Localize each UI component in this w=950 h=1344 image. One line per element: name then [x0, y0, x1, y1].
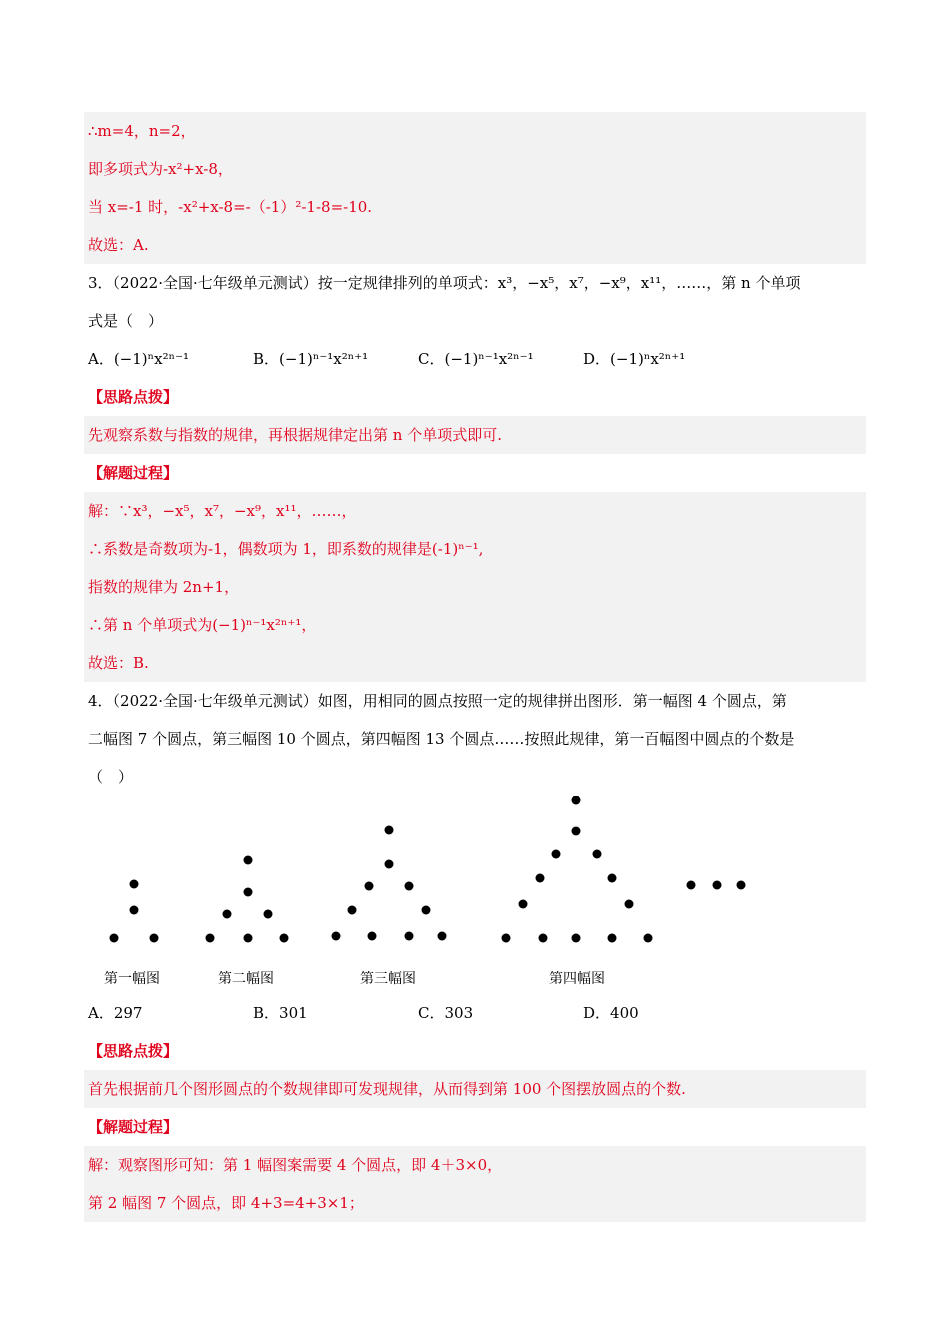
question-text: （ ） [88, 768, 134, 786]
dot [244, 888, 253, 897]
dot-pattern-figure [84, 796, 866, 1026]
figure-label-2: 第二幅图 [218, 971, 274, 987]
document-page [84, 112, 866, 1222]
dot [385, 826, 394, 835]
solution-box-q2 [84, 112, 866, 264]
dot [536, 874, 545, 883]
option-a: A．297 [88, 1004, 143, 1022]
solution-line: 当 x=-1 时，-x²+x-8=-（-1）²-1-8=-10. [88, 198, 373, 216]
dot [365, 882, 374, 891]
dot [280, 934, 289, 943]
dot [348, 906, 357, 915]
solution-line: ∴第 n 个单项式为(−1)ⁿ⁻¹x²ⁿ⁺¹， [88, 616, 317, 634]
dot [368, 932, 377, 941]
solution-heading: 【解题过程】 [88, 1118, 179, 1136]
figure-label-3: 第三幅图 [360, 971, 416, 987]
dot [539, 934, 548, 943]
dot [502, 934, 511, 943]
solution-line: ∴m=4，n=2， [88, 122, 196, 140]
dot [405, 932, 414, 941]
solution-box [84, 492, 866, 682]
solution-line: 即多项式为-x²+x-8， [88, 160, 233, 178]
dot [264, 910, 273, 919]
dot-pattern-svg [84, 796, 866, 996]
option-a: A．(−1)ⁿx²ⁿ⁻¹ [88, 350, 190, 368]
option-d: D．(−1)ⁿx²ⁿ⁺¹ [583, 350, 686, 368]
question-4 [84, 682, 866, 1222]
dot [608, 934, 617, 943]
ellipsis-dot [687, 881, 696, 890]
solution-line: 第 2 幅图 7 个圆点，即 4+3=4+3×1； [88, 1194, 364, 1212]
question-3 [84, 264, 866, 682]
dot [519, 900, 528, 909]
question-text: 式是（ ） [88, 312, 164, 330]
dot [552, 850, 561, 859]
dot [244, 856, 253, 865]
dot [332, 932, 341, 941]
question-text: 3．（2022·全国·七年级单元测试）按一定规律排列的单项式：x³，−x⁵，x⁷，−x⁹，x¹¹，……，第 n 个单项 [88, 274, 801, 292]
option-d: D．400 [583, 1004, 639, 1022]
dot [572, 796, 581, 805]
solution-box [84, 1146, 866, 1222]
dot [422, 906, 431, 915]
dot [572, 827, 581, 836]
dot [608, 874, 617, 883]
dot [385, 860, 394, 869]
hint-text: 先观察系数与指数的规律，再根据规律定出第 n 个单项式即可. [88, 426, 502, 444]
solution-line: 故选：A. [88, 236, 149, 254]
dot [405, 882, 414, 891]
option-b: B．301 [253, 1004, 308, 1022]
dot [110, 934, 119, 943]
dot [150, 934, 159, 943]
ellipsis-dot [737, 881, 746, 890]
solution-line: ∴系数是奇数项为-1，偶数项为 1，即系数的规律是(-1)ⁿ⁻¹, [88, 540, 484, 558]
figure-label-1: 第一幅图 [104, 971, 160, 987]
dot [572, 934, 581, 943]
dot [130, 880, 139, 889]
question-text: 4．（2022·全国·七年级单元测试）如图，用相同的圆点按照一定的规律拼出图形．第一幅图 4 个圆点，第 [88, 692, 787, 710]
option-list [84, 340, 866, 378]
solution-line: 故选：B. [88, 654, 149, 672]
dot [438, 932, 447, 941]
option-c: C．(−1)ⁿ⁻¹x²ⁿ⁻¹ [418, 350, 534, 368]
dot [625, 900, 634, 909]
hint-heading: 【思路点拨】 [88, 388, 179, 406]
hint-heading: 【思路点拨】 [88, 1042, 179, 1060]
dot [206, 934, 215, 943]
option-c: C．303 [418, 1004, 474, 1022]
solution-line: 解：∵x³，−x⁵，x⁷，−x⁹，x¹¹，……， [88, 502, 357, 520]
dot [644, 934, 653, 943]
dot [130, 906, 139, 915]
question-text: 二幅图 7 个圆点，第三幅图 10 个圆点，第四幅图 13 个圆点……按照此规律，第一百幅图中圆点的个数是 [88, 730, 795, 748]
ellipsis-dot [713, 881, 722, 890]
option-b: B．(−1)ⁿ⁻¹x²ⁿ⁺¹ [253, 350, 369, 368]
dot [223, 910, 232, 919]
solution-line: 解：观察图形可知：第 1 幅图案需要 4 个圆点，即 4＋3×0， [88, 1156, 503, 1174]
dot [244, 934, 253, 943]
hint-text: 首先根据前几个图形圆点的个数规律即可发现规律，从而得到第 100 个图摆放圆点的个数. [88, 1080, 686, 1098]
figure-label-4: 第四幅图 [549, 971, 605, 987]
solution-line: 指数的规律为 2n+1， [88, 578, 240, 596]
dot [593, 850, 602, 859]
solution-heading: 【解题过程】 [88, 464, 179, 482]
